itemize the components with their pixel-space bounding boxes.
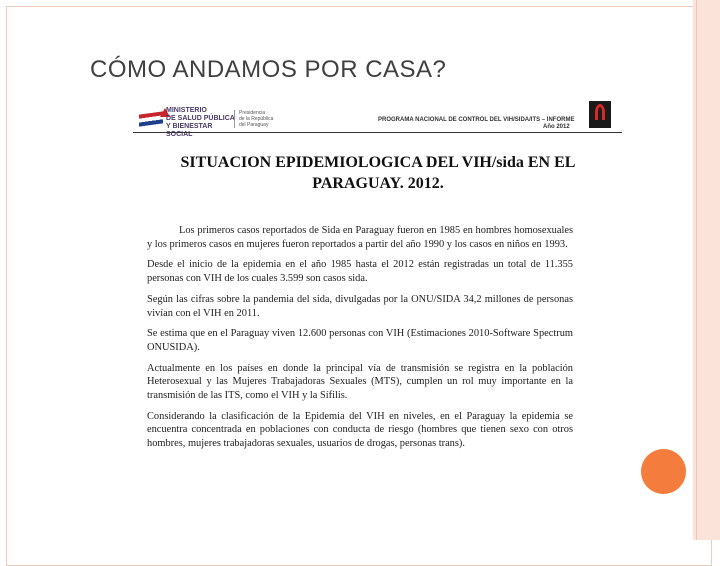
presidency-line: de la República	[239, 116, 274, 122]
paragraph: Actualmente en los países en donde la principal vía de transmisión se registra en la población Heterosexual y las Mujeres Trabajadoras Sexuales (MTS), cumplen un rol muy importante en la transmisión de las ITS, como el VIH y la Sífilis.	[147, 362, 573, 402]
document-title-line: PARAGUAY. 2012.	[312, 175, 444, 192]
slide-title: CÓMO ANDAMOS POR CASA?	[90, 56, 447, 83]
paragraph: Desde el inicio de la epidemia en el año 1985 hasta el 2012 están registradas un total de 11.355 personas con VIH de los cuales 3.599 son casos sida.	[147, 259, 573, 285]
paragraph: Se estima que en el Paraguay viven 12.600 personas con VIH (Estimaciones 2010-Software Spectrum ONUSIDA).	[147, 328, 573, 353]
program-name: PROGRAMA NACIONAL DE CONTROL DEL VIH/SIDA/ITS – INFORME	[378, 117, 575, 123]
header-divider	[133, 132, 622, 133]
report-year: Año 2012	[543, 124, 570, 130]
presidency-line: Presidencia	[239, 110, 266, 116]
document-body	[147, 224, 573, 458]
document-title-line: SITUACION EPIDEMIOLOGICA DEL VIH/sida EN EL	[180, 154, 576, 171]
side-decoration-line	[696, 0, 697, 540]
red-ribbon-icon	[595, 104, 605, 120]
ministry-line: Y BIENESTAR SOCIAL	[166, 123, 213, 138]
document-image	[133, 98, 625, 540]
ministry-line: DE SALUD PÚBLICA	[166, 115, 235, 122]
document-title	[143, 152, 613, 194]
presidency-line: del Paraguay	[239, 122, 269, 128]
paragraph: Según las cifras sobre la pandemia del sida, divulgadas por la ONU/SIDA 34,2 millones de personas vivían con el VIH en 2011.	[147, 293, 573, 319]
red-ribbon-logo-icon	[589, 101, 611, 128]
ministry-line: MINISTERIO	[166, 107, 207, 114]
paragraph: Los primeros casos reportados de Sida en Paraguay fueron en 1985 en hombres homosexuales y los primeros casos en mujeres fueron reportados a partir del año 1990 y los casos en niños en 1993.	[147, 225, 573, 250]
presidency-name	[234, 110, 299, 128]
document-header	[133, 98, 625, 138]
decorative-circle	[641, 449, 686, 494]
ministry-name	[166, 107, 238, 139]
paragraph: Considerando la clasificación de la Epidemia del VIH en niveles, en el Paraguay la epidemia se encuentra concentrada en poblaciones con conducta de riesgo (hombres que tienen sexo con otros hombres, mujeres trabajadoras sexuales, usuarios de drogas, personas trans).	[147, 410, 573, 450]
side-decoration-band	[693, 0, 720, 540]
